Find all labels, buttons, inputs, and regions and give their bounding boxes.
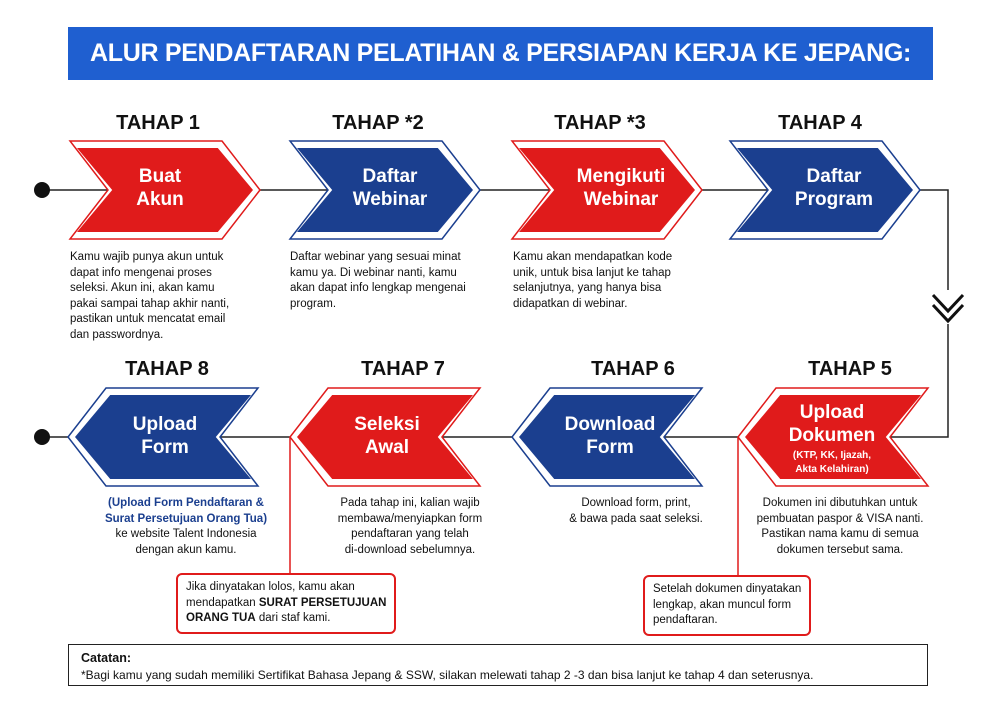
stage-6-description: Download form, print, & bawa pada saat seleksi. (569, 497, 703, 525)
stage-4-label: Daftar Program (794, 166, 874, 210)
stage-6-title: TAHAP 6 (591, 358, 675, 380)
stage-2-label: Daftar Webinar (352, 166, 428, 210)
stage-2-title: TAHAP *2 (332, 112, 424, 134)
stage-8-label: Upload Form (132, 414, 198, 458)
stage-3-description: Kamu akan mendapatkan kode unik, untuk bisa lanjut ke tahap selanjutnya, yang hanya bisa didapatkan di webinar. (513, 251, 673, 310)
stage-3-title: TAHAP *3 (554, 112, 646, 134)
stage-8-description: (Upload Form Pendaftaran & Surat Persetujuan Orang Tua) ke website Talent Indonesia dengan akun kamu. (104, 497, 268, 556)
stage-3-label: Mengikuti Webinar (576, 166, 666, 210)
stage-7-label: Seleksi Awal (354, 414, 420, 458)
stage-7-title: TAHAP 7 (361, 358, 445, 380)
start-dot (34, 182, 50, 198)
stage-5-label: Upload Dokumen (KTP, KK, Ijazah, Akta Kelahiran) (788, 402, 876, 476)
page-title: ALUR PENDAFTARAN PELATIHAN & PERSIAPAN KERJA KE JEPANG: (89, 39, 912, 67)
callout-dokumen: Setelah dokumen dinyatakan lengkap, akan muncul form pendaftaran. (643, 575, 811, 636)
stage-2-description: Daftar webinar yang sesuai minat kamu ya. Di webinar nanti, kamu akan dapat info lengkap mengenai program. (290, 251, 466, 310)
stage-1-description: Kamu wajib punya akun untuk dapat info mengenai proses seleksi. Akun ini, akan kamu pakai sampai tahap akhir nanti, pastikan untuk mencatat email dan passwordnya. (70, 251, 230, 341)
stage-8-title: TAHAP 8 (125, 358, 209, 380)
note-body: *Bagi kamu yang sudah memiliki Sertifikat Bahasa Jepang & SSW, silakan melewati tahap 2 -3 dan bisa lanjut ke tahap 4 dan seterusnya. (81, 667, 814, 682)
stage-7-description: Pada tahap ini, kalian wajib membawa/menyiapkan form pendaftaran yang telah di-download sebelumnya. (337, 497, 483, 556)
stage-1-label: Buat Akun (136, 166, 184, 210)
stage-5-title: TAHAP 5 (808, 358, 892, 380)
note-heading: Catatan: (81, 651, 132, 665)
stage-1-title: TAHAP 1 (116, 112, 200, 134)
stage-4-title: TAHAP 4 (778, 112, 862, 134)
note-box (68, 644, 928, 686)
stage-5-description: Dokumen ini dibutuhkan untuk pembuatan paspor & VISA nanti. Pastikan nama kamu di semua dokumen tersebut sama. (756, 497, 924, 556)
stage-6-label: Download Form (564, 414, 656, 458)
down-chevron-icon (930, 290, 966, 324)
end-dot (34, 429, 50, 445)
callout-seleksi: Jika dinyatakan lolos, kamu akan mendapatkan SURAT PERSETUJUAN ORANG TUA dari staf kami. (176, 573, 396, 634)
